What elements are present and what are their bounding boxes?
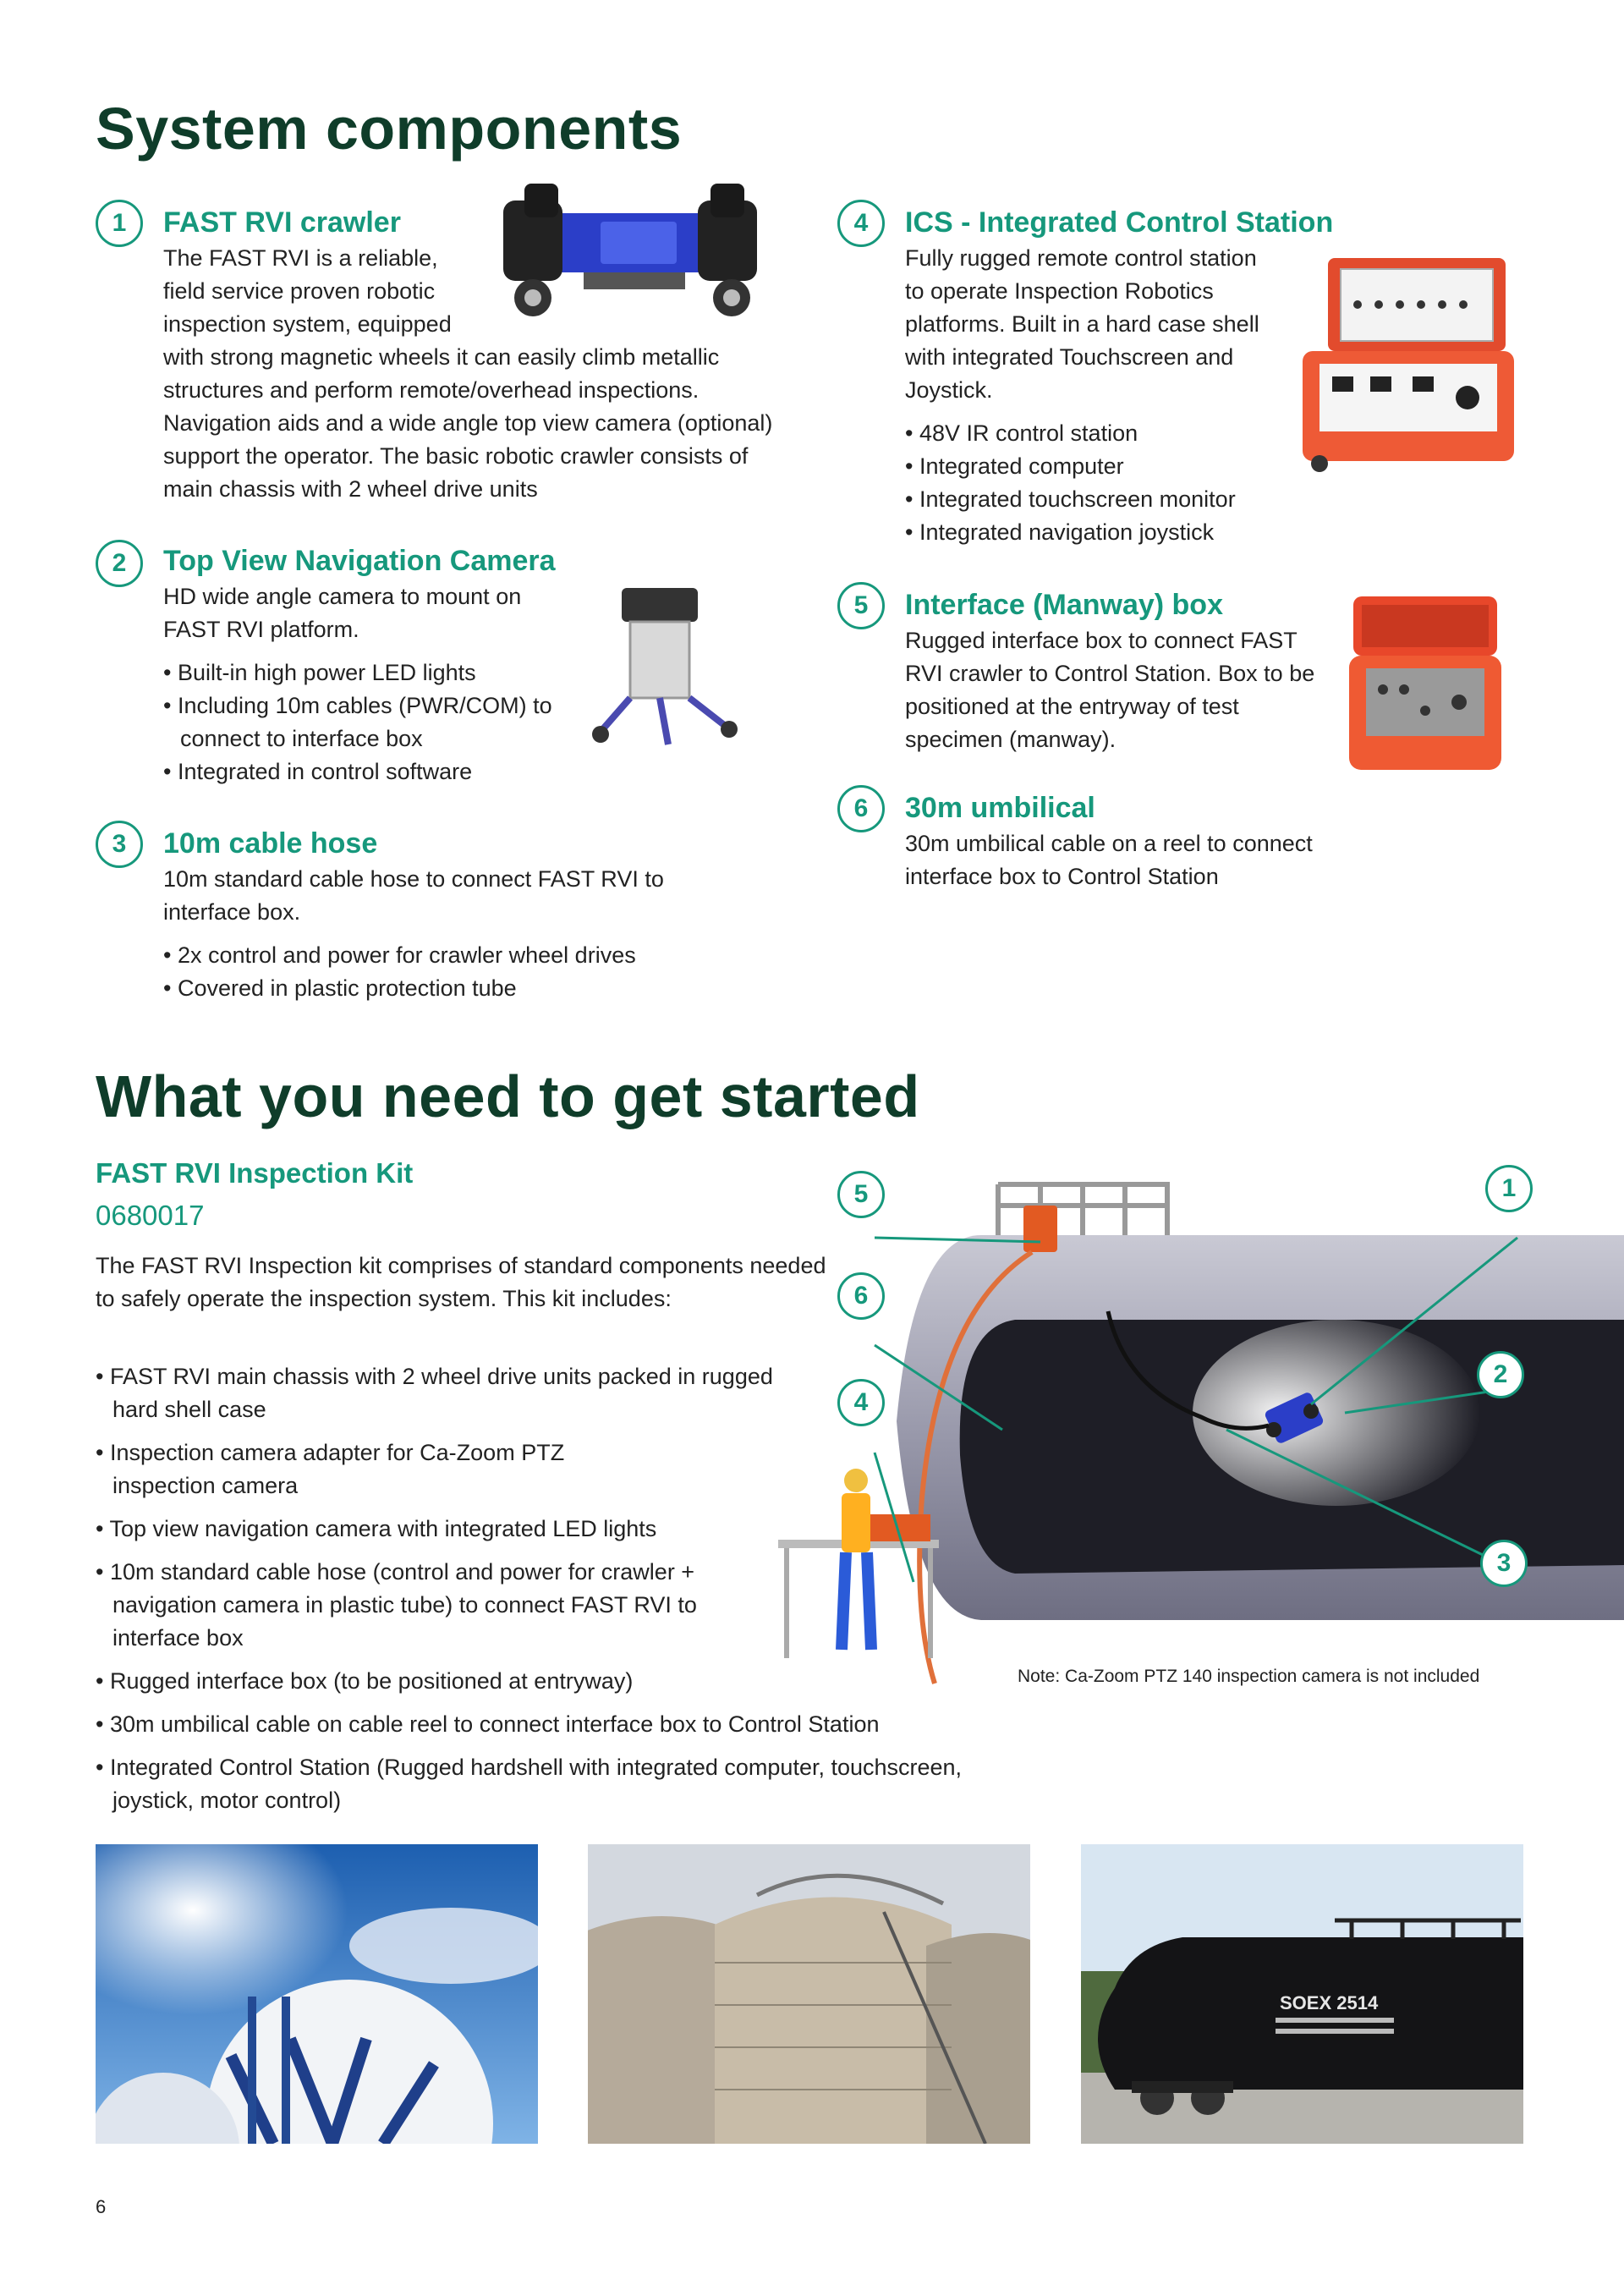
note-text: Note: Ca-Zoom PTZ 140 inspection camera is not included [1018,1667,1480,1686]
component-number-4: 4 [837,200,885,247]
page-number: 6 [96,2196,107,2217]
navigation-camera-image [584,584,778,753]
component-number-5: 5 [837,582,885,629]
callout-6: 6 [837,1272,885,1320]
section-heading-get-started: What you need to get started [96,1063,920,1129]
callout-2: 2 [1477,1351,1524,1398]
component-description: 30m umbilical cable on a reel to connect interface box to Control Station [905,831,1313,889]
component-number-3: 3 [96,821,143,868]
component-bullets: • 2x control and power for crawler wheel drives • Covered in plastic protection tube [163,939,823,1005]
component-description: Rugged interface box to connect FAST RVI crawler to Control Station. Box to be positioned at the entryway of test specimen (manway). [905,628,1315,752]
component-navigation-camera [163,543,637,788]
component-description: HD wide angle camera to mount on FAST RVI platform. [163,584,522,642]
kit-item: • 30m umbilical cable on cable reel to connect interface box to Control Station [96,1708,1026,1741]
kit-item: • Inspection camera adapter for Ca-Zoom PTZ inspection camera [96,1436,671,1502]
callout-1: 1 [1485,1165,1533,1212]
component-description: The FAST RVI is a reliable, field service proven robotic inspection system, equipped with strong magnetic wheels it can easily climb metallic structures and perform remote/overhead inspections. Navigation aids and a wide angle top view camera (optional) support the operator. The basic robotic crawler consists of main chassis with 2 wheel drive units [163,245,773,502]
component-cable-hose [163,826,823,1005]
photo-railcar [1081,1844,1523,2144]
control-station-image [1294,254,1522,474]
component-title: FAST RVI crawler [163,206,401,239]
crawler-image [499,179,770,323]
kit-item: • Integrated Control Station (Rugged hardshell with integrated computer, touchscreen, joystick, motor control) [96,1751,967,1817]
component-title: 10m cable hose [163,827,378,860]
component-title: 30m umbilical [905,792,1095,824]
kit-item: • 10m standard cable hose (control and power for crawler + navigation camera in plastic tube) to connect FAST RVI to interface box [96,1556,705,1655]
component-description: Fully rugged remote control station to operate Inspection Robotics platforms. Built in a hard case shell with integrated Touchscreen and Joystick. [905,245,1259,403]
inspection-setup-diagram [761,1142,1624,1700]
photo-spherical-tank [96,1844,538,2144]
component-bullets: • 48V IR control station • Integrated computer • Integrated touchscreen monitor • Integrated navigation joystick [905,417,1573,549]
railcar-lettering: SOEX 2514 [1280,1992,1379,2013]
callout-3: 3 [1480,1540,1528,1587]
kit-title: FAST RVI Inspection Kit [96,1157,414,1189]
kit-item: • Rugged interface box (to be positioned at entryway) [96,1665,831,1698]
kit-intro: The FAST RVI Inspection kit comprises of standard components needed to safely operate the inspection system. This kit includes: [96,1253,826,1311]
component-umbilical [905,790,1396,893]
component-interface-box [905,587,1345,756]
section-heading-components: System components [96,96,683,162]
component-title: Interface (Manway) box [905,589,1223,621]
kit-part-number: 0680017 [96,1200,205,1231]
component-title: Top View Navigation Camera [163,545,556,577]
kit-item: • FAST RVI main chassis with 2 wheel drive units packed in rugged hard shell case [96,1360,781,1426]
component-number-1: 1 [96,200,143,247]
callout-4: 4 [837,1379,885,1426]
callout-5: 5 [837,1171,885,1218]
component-bullets: • Built-in high power LED lights • Including 10m cables (PWR/COM) to connect to interface box • Integrated in control software [163,656,603,788]
photo-storage-silos [588,1844,1030,2144]
kit-item: • Top view navigation camera with integrated LED lights [96,1513,831,1546]
component-title: ICS - Integrated Control Station [905,206,1334,239]
component-number-6: 6 [837,785,885,832]
component-number-2: 2 [96,540,143,587]
interface-box-image [1345,584,1506,774]
component-description: 10m standard cable hose to connect FAST RVI to interface box. [163,866,664,925]
